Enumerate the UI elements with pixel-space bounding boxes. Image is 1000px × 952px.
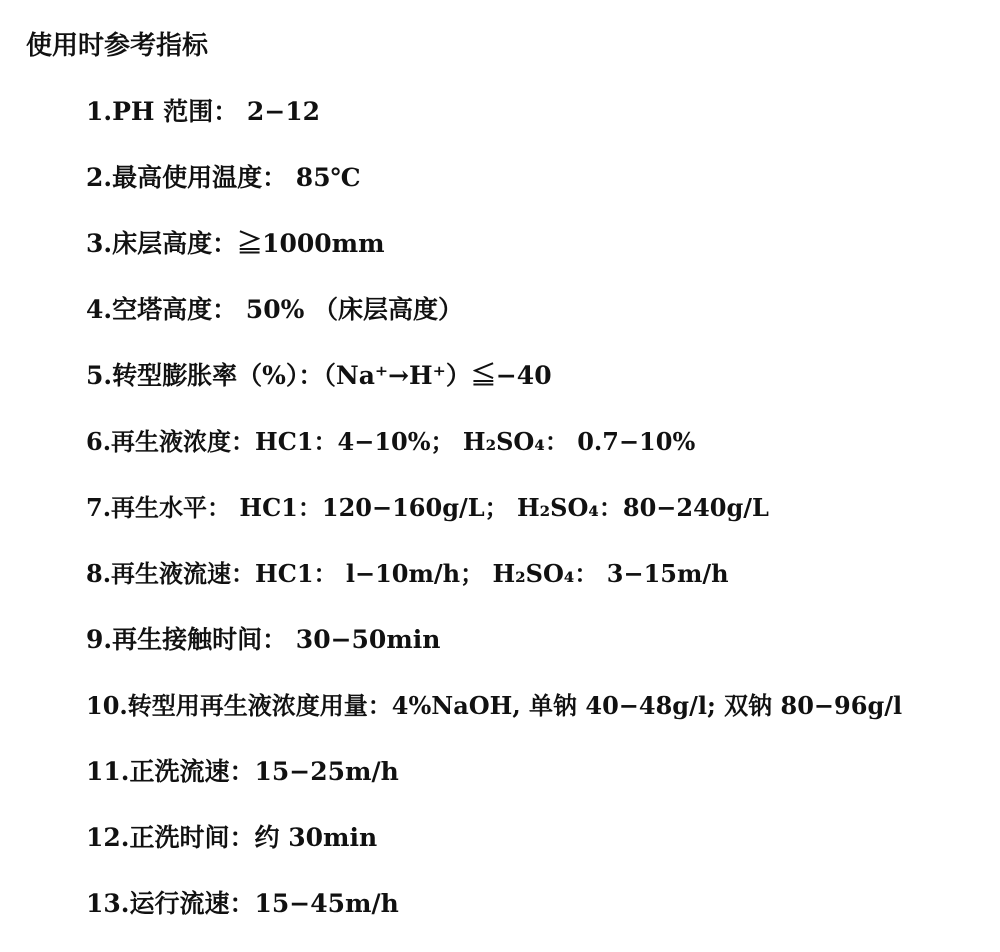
spec-text-contact-time: 9.再生接触时间： 30−50min [86, 625, 441, 654]
spec-text-bed-height: 3.床层高度：≧1000mm [86, 229, 385, 258]
spec-text-regeneration-level: 7.再生水平： HC1：120−160g/L； H₂SO₄：80−240g/L [86, 493, 769, 522]
list-item [86, 556, 902, 622]
spec-text-regenerant-concentration: 6.再生液浓度：HC1：4−10%； H₂SO₄： 0.7−10% [86, 427, 696, 456]
list-item [86, 886, 902, 952]
list-item [86, 226, 902, 292]
list-item [86, 622, 902, 688]
spec-text-rinse-time: 12.正洗时间：约 30min [86, 823, 378, 852]
spec-text-freeboard-height: 4.空塔高度： 50% （床层高度） [86, 295, 464, 324]
spec-text-rinse-flow-rate: 11.正洗流速：15−25m/h [86, 757, 399, 786]
list-item [86, 358, 902, 424]
list-item [86, 292, 902, 358]
list-item [86, 490, 902, 556]
spec-text-ph-range: 1.PH 范围： 2−12 [86, 97, 321, 126]
list-item [86, 754, 902, 820]
spec-text-service-flow-rate: 13.运行流速：15−45m/h [86, 889, 399, 918]
list-item [86, 820, 902, 886]
spec-text-expansion-rate: 5.转型膨胀率（%）：（Na⁺→H⁺）≦−40 [86, 361, 552, 390]
list-item [86, 424, 902, 490]
list-item [86, 94, 902, 160]
spec-text-conversion-dosage: 10.转型用再生液浓度用量：4%NaOH, 单钠 40−48g/l; 双钠 80−96g/l [86, 691, 903, 720]
spec-text-regenerant-flow-rate: 8.再生液流速：HC1： l−10m/h； H₂SO₄： 3−15m/h [86, 559, 729, 588]
spec-text-max-temperature: 2.最高使用温度： 85℃ [86, 163, 361, 192]
list-item [86, 688, 902, 754]
list-item [86, 160, 902, 226]
document-title: 使用时参考指标 [26, 31, 209, 61]
spec-list [86, 94, 902, 952]
